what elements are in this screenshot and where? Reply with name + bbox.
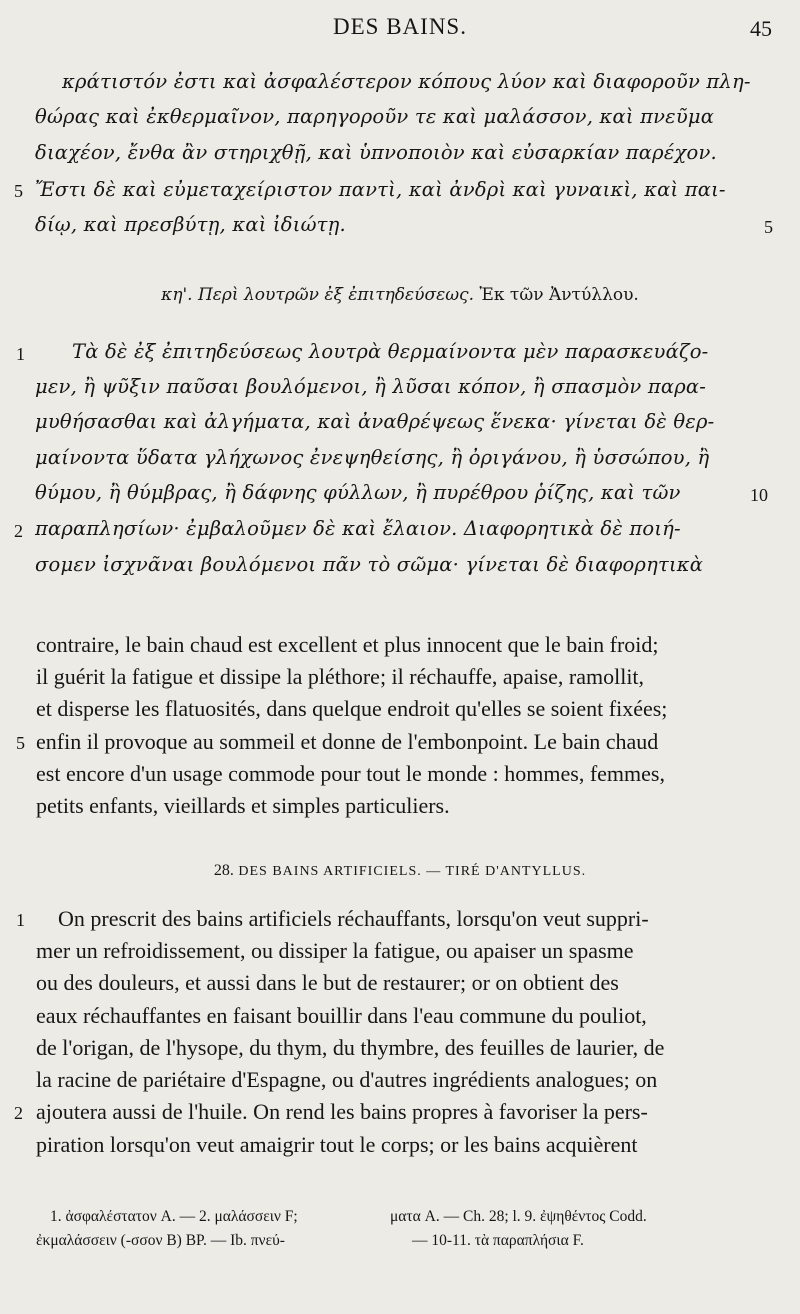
footnote-line: — 10-11. τὰ παραπλήσια F. — [412, 1232, 584, 1249]
french-line: est encore d'un usage commode pour tout le monde : hommes, femmes, — [36, 761, 665, 786]
french-line: piration lorsqu'on veut amaigrir tout le corps; or les bains acquièrent — [36, 1132, 638, 1157]
line-number: 5 — [14, 181, 23, 201]
greek-line: διαχέον, ἔνθα ἂν στηριχθῇ, καὶ ὑπνοποιὸν καὶ εὐσαρκίαν παρέχον. — [35, 141, 717, 164]
french-line: de l'origan, de l'hysope, du thym, du thymbre, des feuilles de laurier, de — [36, 1035, 665, 1060]
greek-line: Ἔστι δὲ καὶ εὐμεταχείριστον παντὶ, καὶ ἀνδρὶ καὶ γυναικὶ, καὶ παι- — [35, 178, 726, 201]
greek-line: θύμου, ἢ θύμβρας, ἢ δάφνης φύλλων, ἢ πυρέθρου ῥίζης, καὶ τῶν — [35, 481, 681, 504]
section-title: DES BAINS ARTIFICIELS. — TIRÉ D'ANTYLLUS. — [238, 864, 587, 879]
line-number: 5 — [16, 733, 25, 753]
footnote-line: ἐκμαλάσσειν (-σσον B) BP. — Ib. πνεύ- — [36, 1232, 285, 1249]
french-line: et disperse les flatuosités, dans quelque endroit qu'elles se soient fixées; — [36, 696, 668, 721]
french-line: petits enfants, vieillards et simples particuliers. — [36, 793, 450, 818]
french-line: ou des douleurs, et aussi dans le but de restaurer; or on obtient des — [36, 970, 619, 995]
running-head: DES BAINS. — [333, 14, 467, 39]
greek-line: μαίνοντα ὕδατα γλήχωνος ἐνεψηθείσης, ἢ ὀριγάνου, ἢ ὑσσώπου, ἢ — [35, 446, 710, 469]
french-line: contraire, le bain chaud est excellent et plus innocent que le bain froid; — [36, 632, 659, 657]
greek-heading-italic: κη'. Περὶ λουτρῶν ἐξ ἐπιτηδεύσεως. — [161, 285, 474, 305]
page-number: 45 — [750, 16, 772, 41]
greek-line: Τὰ δὲ ἐξ ἐπιτηδεύσεως λουτρὰ θερμαίνοντα μὲν παρασκευάζο- — [72, 340, 709, 363]
french-line: la racine de pariétaire d'Espagne, ou d'autres ingrédients analogues; on — [36, 1067, 658, 1092]
paragraph-number: 2 — [14, 1103, 23, 1123]
line-number: 10 — [750, 485, 768, 505]
line-number: 5 — [764, 217, 773, 237]
french-line: enfin il provoque au sommeil et donne de l'embonpoint. Le bain chaud — [36, 729, 659, 754]
paragraph-number: 1 — [16, 344, 25, 364]
greek-line: θώρας καὶ ἐκθερμαῖνον, παρηγοροῦν τε καὶ μαλάσσον, καὶ πνεῦμα — [35, 105, 715, 128]
greek-line: κράτιστόν ἐστι καὶ ἀσφαλέστερον κόπους λύον καὶ διαφοροῦν πλη- — [62, 70, 751, 93]
french-line: eaux réchauffantes en faisant bouillir dans l'eau commune du pouliot, — [36, 1003, 647, 1028]
greek-section-heading — [0, 285, 800, 305]
french-line: il guérit la fatigue et dissipe la pléthore; il réchauffe, apaise, ramollit, — [36, 664, 645, 689]
french-line: mer un refroidissement, ou dissiper la fatigue, ou apaiser un spasme — [36, 938, 634, 963]
paragraph-number: 2 — [14, 521, 23, 541]
paragraph-number: 1 — [16, 910, 25, 930]
greek-line: μεν, ἢ ψῦξιν παῦσαι βουλόμενοι, ἢ λῦσαι κόπον, ἢ σπασμὸν παρα- — [35, 375, 707, 398]
french-line: On prescrit des bains artificiels réchauffants, lorsqu'on veut suppri- — [58, 906, 649, 931]
greek-line: παραπλησίων· ἐμβαλοῦμεν δὲ καὶ ἔλαιον. Διαφορητικὰ δὲ ποιή- — [35, 517, 681, 540]
footnote-line: ματα A. — Ch. 28; l. 9. ἐψηθέντος Codd. — [390, 1208, 647, 1225]
greek-heading-source: Ἐκ τῶν Ἀντύλλου. — [479, 285, 639, 305]
french-section-heading — [0, 862, 800, 880]
greek-line: δίῳ, καὶ πρεσβύτῃ, καὶ ἰδιώτῃ. — [35, 213, 346, 236]
page-header — [0, 14, 800, 48]
greek-line: σομεν ἰσχνᾶναι βουλόμενοι πᾶν τὸ σῶμα· γίνεται δὲ διαφορητικὰ — [35, 553, 704, 576]
greek-line: μυθήσασθαι καὶ ἀλγήματα, καὶ ἀναθρέψεως ἕνεκα· γίνεται δὲ θερ- — [35, 410, 715, 433]
french-line: ajoutera aussi de l'huile. On rend les bains propres à favoriser la pers- — [36, 1099, 648, 1124]
section-number: 28. — [213, 862, 234, 879]
footnote-line: 1. ἀσφαλέστατον A. — 2. μαλάσσειν F; — [50, 1208, 298, 1225]
